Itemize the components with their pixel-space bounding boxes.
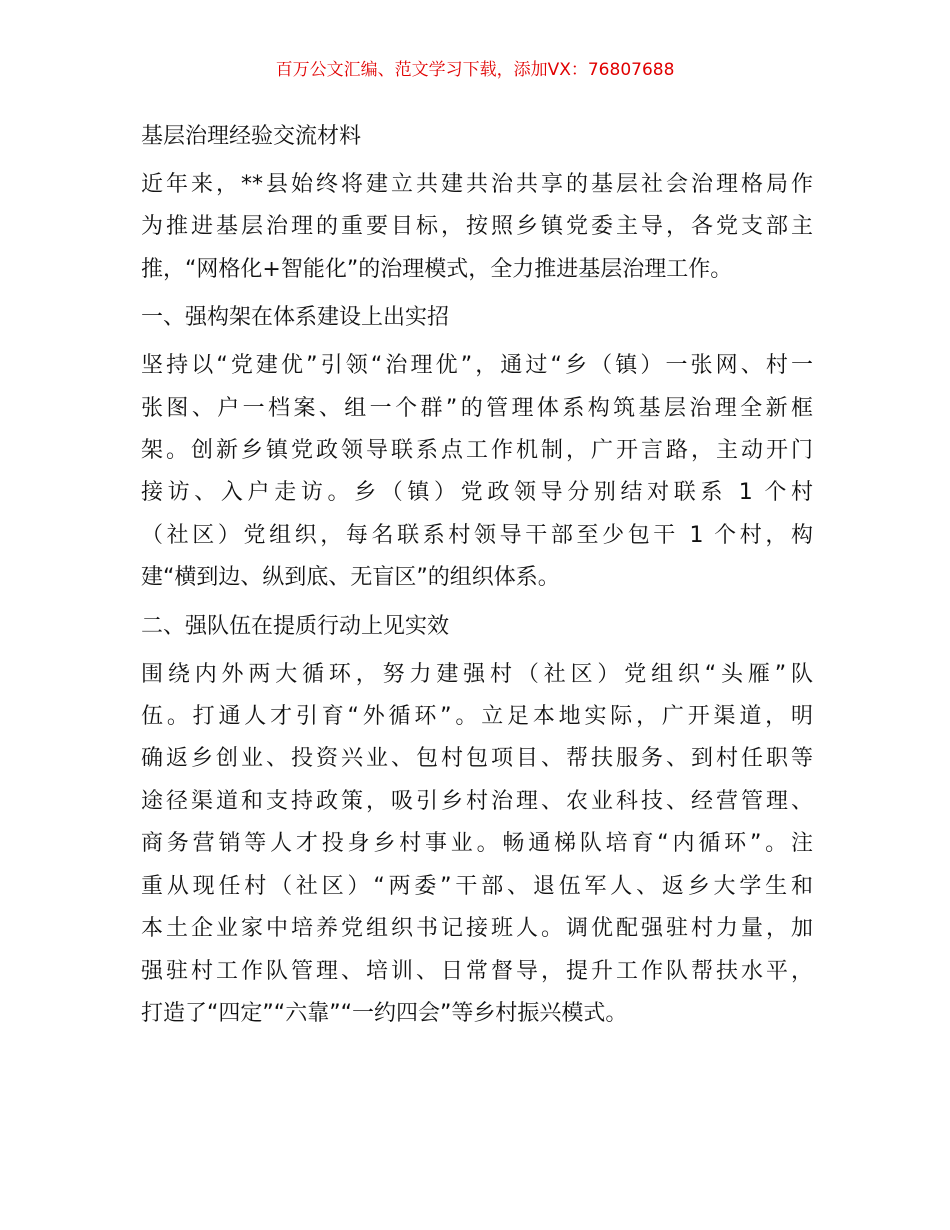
section-1-line: 坚持以“党建优”引领“治理优”，通过“乡（镇）一张网、村一 [141,353,813,379]
section-1-line: 架。创新乡镇党政领导联系点工作机制，广开言路，主动开门 [141,438,813,464]
section-2-line: 打造了“四定”“六靠”“一约四会”等乡村振兴模式。 [141,1000,628,1026]
section-1-line: 建“横到边、纵到底、无盲区”的组织体系。 [141,565,560,591]
section-1-heading: 一、强构架在体系建设上出实招 [141,305,450,331]
intro-line: 为推进基层治理的重要目标，按照乡镇党委主导，各党支部主 [141,214,813,240]
section-1-line: 张图、户一档案、组一个群”的管理体系构筑基层治理全新框 [141,395,813,421]
section-2-paragraph [141,654,813,1036]
intro-line: 推，“网格化+智能化”的治理模式，全力推进基层治理工作。 [141,256,733,282]
section-2-line: 途径渠道和支持政策，吸引乡村治理、农业科技、经营管理、 [141,788,813,814]
section-2-line: 确返乡创业、投资兴业、包村包项目、帮扶服务、到村任职等 [141,746,813,772]
header-banner: 百万公文汇编、范文学习下载，添加VX：76807688 [275,60,675,80]
section-2-line: 商务营销等人才投身乡村事业。畅通梯队培育“内循环”。注 [141,831,813,857]
section-2-heading: 二、强队伍在提质行动上见实效 [141,613,450,639]
section-2-line: 伍。打通人才引育“外循环”。立足本地实际，广开渠道，明 [141,704,813,730]
section-2-line: 重从现任村（社区）“两委”干部、退伍军人、返乡大学生和 [141,873,813,899]
intro-paragraph [141,164,813,291]
section-2-line: 强驻村工作队管理、培训、日常督导，提升工作队帮扶水平， [141,958,813,984]
section-1-line: （社区）党组织，每名联系村领导干部至少包干 1 个村，构 [141,522,813,548]
intro-line: 近年来，**县始终将建立共建共治共享的基层社会治理格局作 [141,172,813,197]
section-2-line: 本土企业家中培养党组织书记接班人。调优配强驻村力量，加 [141,916,813,942]
section-1-line: 接访、入户走访。乡（镇）党政领导分别结对联系 1 个村 [141,480,813,506]
section-2-line: 围绕内外两大循环，努力建强村（社区）党组织“头雁”队 [141,661,813,687]
document-body [141,118,813,1043]
section-1-paragraph [141,345,813,599]
document-title: 基层治理经验交流材料 [141,124,362,149]
